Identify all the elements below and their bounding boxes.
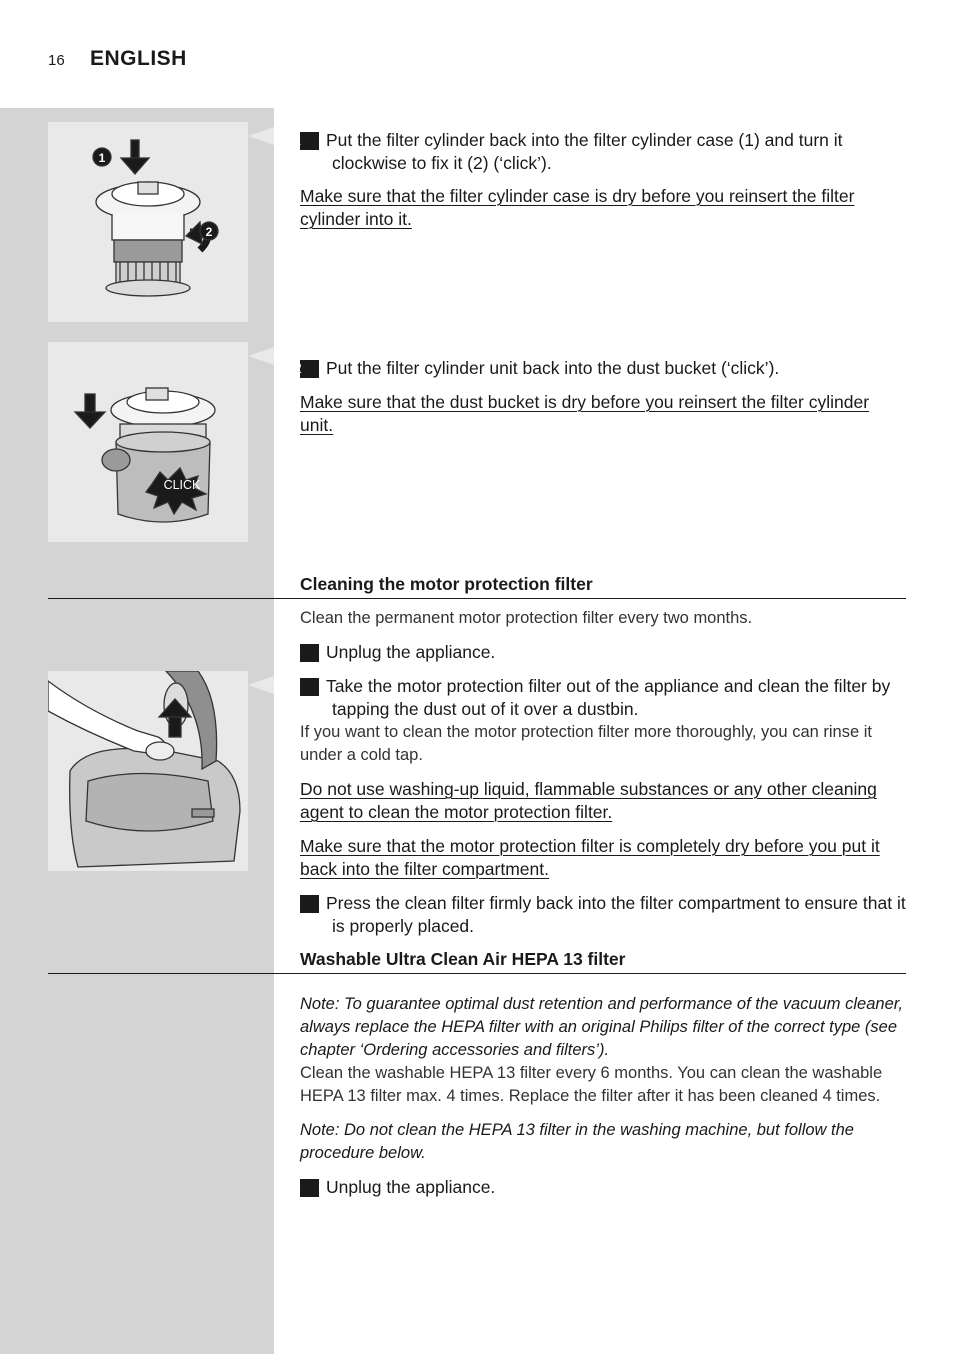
warning-text: Make sure that the dust bucket is dry before you reinsert the filter cylinder unit. [300, 392, 870, 435]
step-text: Put the filter cylinder back into the filter cylinder case (1) and turn it clockwise to fix it (2) (‘click’). [326, 130, 843, 173]
warning-text: Make sure that the filter cylinder case is dry before you reinsert the filter cylinder into it. [300, 186, 855, 229]
step-number: 2 [300, 678, 319, 696]
figure-pointer [248, 127, 274, 145]
figure-pointer [248, 676, 274, 694]
warning-text: Make sure that the motor protection filter is completely dry before you put it back into the filter compartment. [300, 836, 880, 879]
step-2 [289, 675, 906, 721]
click-label: CLICK [163, 478, 201, 492]
intro-text: Clean the permanent motor protection filter every two months. [300, 609, 753, 627]
warning-text: Do not use washing-up liquid, flammable substances or any other cleaning agent to clean the motor protection filter. [300, 779, 877, 822]
step-text: Unplug the appliance. [326, 1177, 496, 1197]
step-text: Unplug the appliance. [326, 642, 496, 662]
step-11 [285, 129, 906, 175]
paragraph-text: Clean the washable HEPA 13 filter every 6 months. You can clean the washable HEPA 13 filter max. 4 times. Replace the filter after it has been cleaned 4 times. [300, 1064, 883, 1105]
step-3 [289, 892, 906, 938]
note-text: Note: Do not clean the HEPA 13 filter in the washing machine, but follow the procedure below. [300, 1121, 854, 1162]
step-number: 12 [300, 360, 319, 378]
note-text: Note: To guarantee optimal dust retention and performance of the vacuum cleaner, always replace the HEPA filter with an original Philips filter of the correct type (see chapter ‘Ordering accessories and filters’). [300, 995, 903, 1059]
language-heading: ENGLISH [90, 47, 187, 70]
step-number: 3 [300, 895, 319, 913]
section-divider [48, 598, 906, 599]
filter-cylinder-case-illustration [48, 122, 248, 322]
step-text: Put the filter cylinder unit back into the dust bucket (‘click’). [326, 358, 780, 378]
section-divider [48, 973, 906, 974]
step-text: Take the motor protection filter out of the appliance and clean the filter by tapping the dust out of it over a dustbin. [326, 676, 891, 719]
step-12-block [285, 357, 906, 437]
step-number: 11 [300, 132, 319, 150]
section-heading-hepa-filter: Washable Ultra Clean Air HEPA 13 filter [300, 949, 626, 969]
step-1 [289, 1176, 906, 1199]
step-number: 1 [300, 644, 319, 662]
step-number: 1 [300, 1179, 319, 1197]
page-number: 16 [48, 52, 65, 69]
dust-bucket-illustration [48, 342, 248, 542]
figure-label-1: 1 [98, 151, 106, 165]
figure-pointer [248, 347, 274, 365]
section-heading-motor-filter: Cleaning the motor protection filter [300, 574, 593, 594]
figure-label-2: 2 [205, 225, 213, 239]
step-text: Press the clean filter firmly back into the filter compartment to ensure that it is properly placed. [326, 893, 906, 936]
step-1 [289, 641, 906, 664]
motor-filter-illustration [48, 671, 248, 871]
step-11-block [285, 129, 906, 231]
motor-filter-text-block [289, 607, 906, 938]
hepa-text-block [289, 993, 906, 1199]
tip-text: If you want to clean the motor protection filter more thoroughly, you can rinse it under a cold tap. [300, 723, 872, 764]
step-12 [285, 357, 906, 380]
